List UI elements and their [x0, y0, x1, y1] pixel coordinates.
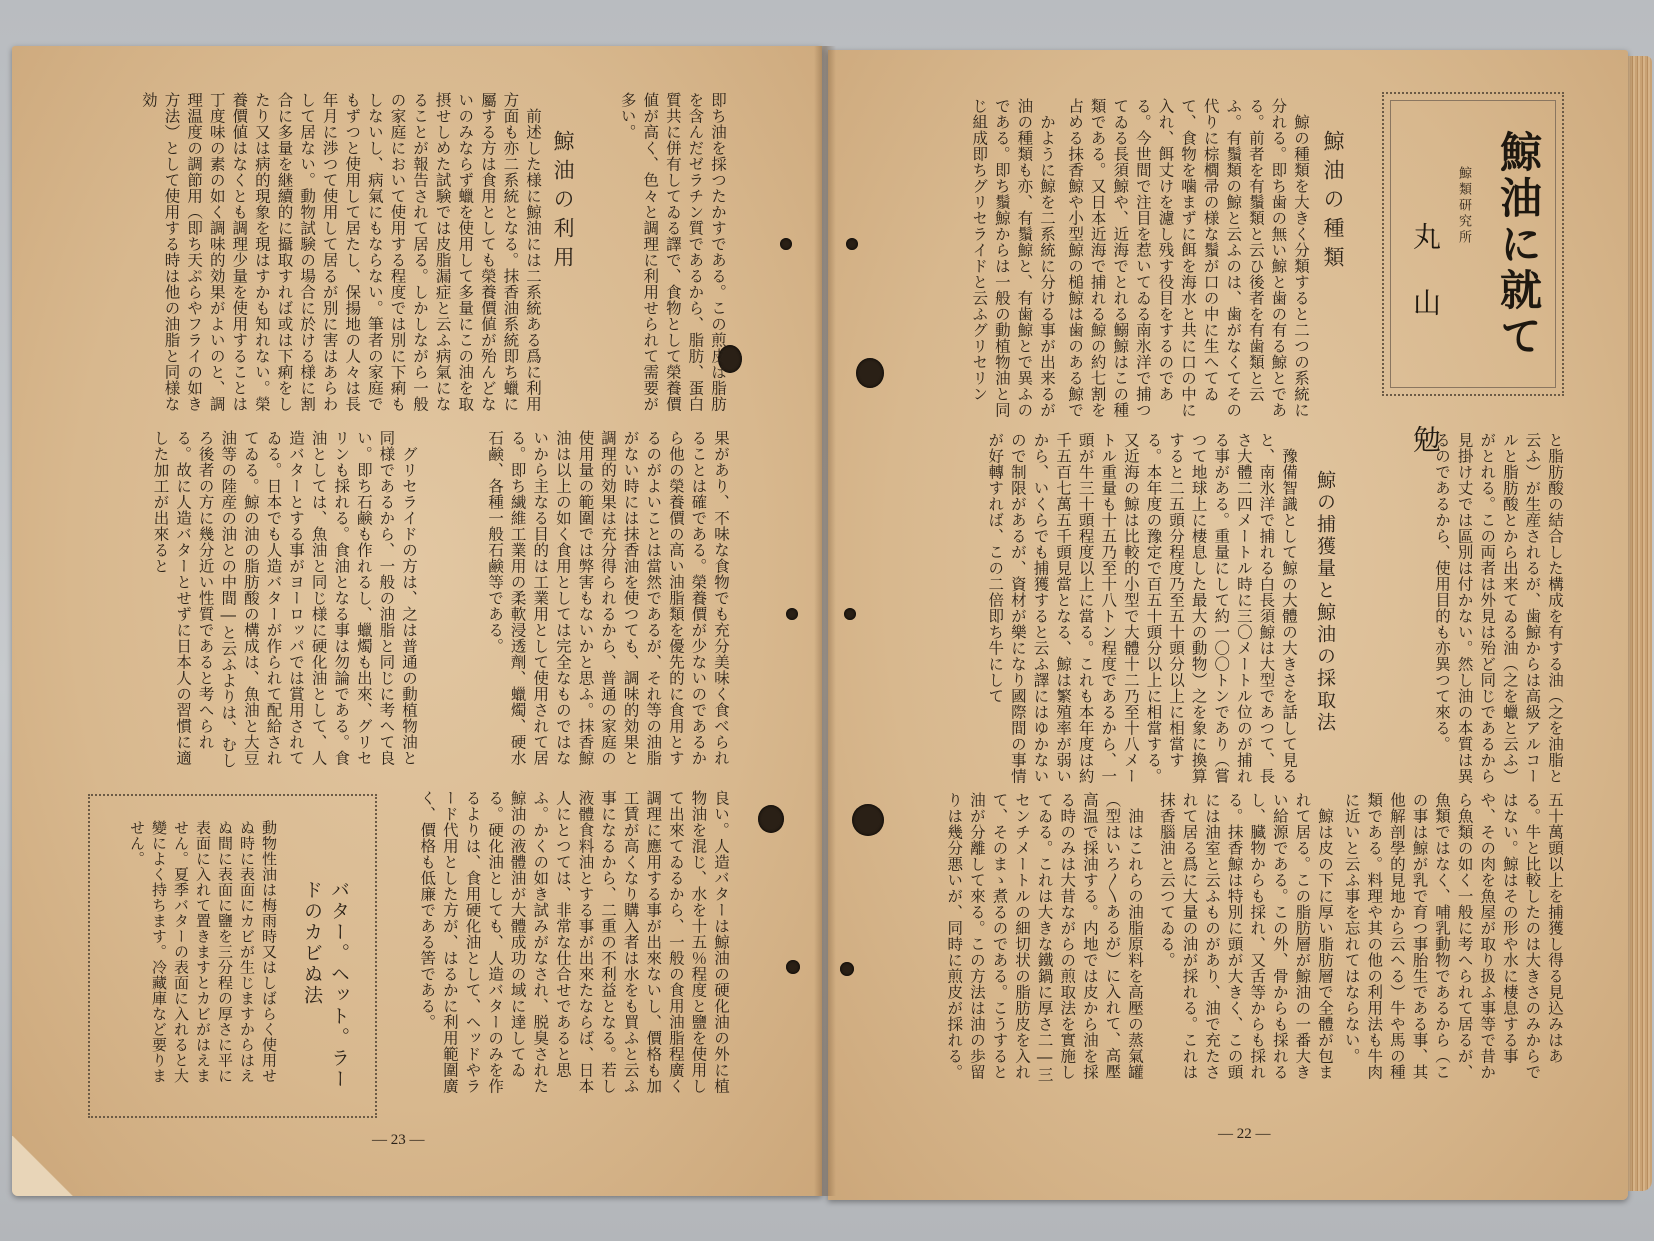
right-text-block-d — [920, 432, 1300, 787]
right-text-block-a — [1060, 98, 1312, 428]
punch-hole — [786, 960, 800, 974]
tip-title: バター。ヘット。ラードのカビぬ法 — [301, 880, 350, 1090]
page-number-left: ― 23 ― — [372, 1132, 425, 1148]
right-text-block-f — [1150, 792, 1336, 1092]
paragraph: 果があり、不味な食物でも充分美味く食べられることは確である。榮養價が少ないのであるから他の榮養價の高い油脂類を優先的に食用とするのがよいことは當然であるが、それ等の油脂がない時には抹香油を使つても、調味的効果と調理的効果は充分得られるから、普通の家庭の使用量の範圍では弊害もないかと思ふ。抹香鯨油は以上の如く食用としては完全なものではないから主なる目的は工業用として使用されて居る。即ち繊維工業用の柔軟浸透劑、蠟燭、硬水石鹸、各種一般石鹸等である。 — [486, 430, 730, 766]
section-heading-whale-oil-types: 鯨油の種類 — [1321, 130, 1345, 275]
paragraph: グリセライドの方は、之は普通の動植物油と同様であるから、一般の油脂と同じに考へて良い。即ち石鹸も作れるし、蠟燭も出來、グリセリンも採れる。食油となる事は勿論である。食油としては、魚油と同じ様に硬化油として、人造バターとする事がヨーロッパでは賞用されてゐる。日本でも人造バターが作られて配給されてゐる。鯨の油の脂肪酸の構成は、魚油と大豆油等の陸産の油との中間―と云ふよりは、むしろ後者の方に幾分近い性質であると考へられる。故に人造バターとせずに日本人の習慣に適した加工が出來ると — [151, 430, 418, 769]
paragraph: 鯨は皮の下に厚い脂肪層で全體が包まれて居る。この脂肪層が鯨油の一番大きい給源である。この外、骨からも採れるし、臓物からも採れ、又舌等からも採れる。抹香鯨は特別に頭が大きく、この頭には油室と云ふものがあり、油で充たされて居る爲に大量の油が採れる。これは抹香腦油と云つてゐる。 — [1157, 792, 1334, 1080]
right-text-block-e — [1340, 792, 1566, 1092]
punch-hole — [846, 238, 858, 250]
section-heading-whale-oil-uses: 鯨油の利用 — [551, 130, 575, 275]
paragraph: 豫備智識として鯨の大體の大きさを話して見ると、南氷洋で捕れる白長須鯨は大型であつて、長さ大體二四メートル時に三〇メートル位のが捕れる事がある。重量にして約一〇〇トンであり（嘗つて地球上に棲息した最大の動物）之を象に換算すると二五頭分程度乃至五十頭分以上に相當する。本年度の豫定で百五十頭分以上に相當する。又近海の鯨は比較的小型で大體十二乃至十八メートル重量も十五乃至十八トン程度であるから、一頭が牛三十頭程度以上に當る。これも本年度は約千五百七萬五千頭見當となる、鯨は繁殖率が弱いから、いくらでも捕獲すると云ふ譯にはゆかないので制限があるが、資材が樂になり國際間の事情が好轉すれば、この二倍即ち牛にして — [986, 432, 1298, 784]
paragraph: 鯨の種類を大きく分類すると二つの系統に分れる。即ち歯の無い鯨と歯の有る鯨とである。前者を有鬚類と云ひ後者を有歯類と云ふ。有鬚類の鯨と云ふのは、歯がなくてその代りに棕櫚帚の様な鬚が口の中に生へてゐて、食物を噛まずに餌を海水と共に口の中に入れ、餌丈けを濾し残す役目をするのである。今世間で注目を惹いてゐる南氷洋で捕つてゐる長須鯨や、近海でとれる鰯鯨はこの種類である。又日本近海で捕れる鯨の約七割を占める抹香鯨や小型鯨の槌鯨は歯のある鯨で — [1066, 98, 1310, 418]
section-heading-catch-and-extraction: 鯨の捕獲量と鯨油の採取法 — [1314, 470, 1336, 734]
paragraph: と脂肪酸の結合した構成を有する油（之を油脂と云ふ）が生産されるが、歯鯨からは高級アルコールと脂肪酸とから出来てゐる油（之を蠟と云ふ）がとれる。この両者は外見は殆ど同じであるから見掛け丈では區別は付かない。然し油の本質は異るのであるから、使用目的も亦異つて來る。 — [1433, 432, 1564, 784]
punch-hole — [852, 804, 884, 836]
punch-hole — [844, 608, 856, 620]
paragraph: 良い。人造バターは鯨油の硬化油の外に植物油を混じ、水を十五％程度と鹽を使用して出來てゐるから、一般の食用油脂程廣く調理に應用する事が出來ないし、價格も加工賃が高くなり購入者は水をも買ふと云ふ事になるから、二重の不利益となる。若し液體食料油とする事が出來たならば、日本人にとつては、非常な仕合せであると思ふ。かくの如き試みがなされ、脱臭された鯨油の液體油が大體成功の域に達してゐる。硬化油としても、人造バターのみを作るよりは、食用硬化油として、ヘッドやラード代用とした方が、はるかに利用範圍廣く、價格も低廉である筈である。 — [418, 790, 730, 1094]
paragraph: 即ち油を採つたかすである。この煎皮は脂肪を含んだゼラチン質であるから、脂肪、蛋白質共に併有してゐる譯で、食物として榮養價値が高く、色々と調理に利用せられて需要が多い。 — [618, 92, 727, 412]
left-text-block-e — [392, 790, 732, 1100]
punch-hole — [780, 238, 792, 250]
paragraph: かように鯨を二系統に分ける事が出来るが油の種類も亦、有鬚鯨と、有歯鯨とで異ふのである。即ち鬚鯨からは一般の動植物油と同じ組成即ちグリセライドと云ふグリセリン — [970, 98, 1056, 418]
page-number-right: ― 22 ― — [1218, 1126, 1271, 1142]
author-organization: 鯨類研究所 — [1456, 166, 1471, 246]
paragraph: 五十萬頭以上を捕獲し得る見込みはある。牛と比較したのは大きさのみからではない。鯨はその形や水に棲息する事や、その肉を魚屋が取り扱ふ事等で昔から魚類の如く一般に考へられて居るが、魚類ではなく、哺乳動物であるから（この事は鯨が乳で育つ事胎生である事、其他解剖學的見地から云へる）牛や馬の種類である。料理や其の他の利用法も牛肉に近いと云ふ事を忘れてはならない。 — [1342, 792, 1564, 1080]
punch-hole — [786, 608, 798, 620]
paragraph: 前述した様に鯨油には二系統ある爲に利用方面も亦二系統となる。抹香油系統即ち蠟に屬する方は食用としても榮養價値が殆んどないのみならず蠟を使用して多量にこの油を取摂せしめた試験では皮脂漏症と云ふ病氣になることが報告されて居る。しかしながら一般の家庭において使用する程度では別に下痢もしないし、病氣にもならない。筆者の家庭でもずつと使用して居たし、保揚地の人々は長年月に渉つて使用して居るが別に害はあらわして居ない。動物試験の場合に於ける様に割合に多量を継續的に攝取すれば或は下痢をしたり又は病的現象を現はすかも知れない。榮養價値はなくとも調理少量を使用することは丁度味の素の如く調味的効果がよいのと、調理温度の調節用（即ち天ぷらやフライの如き方法）として使用する時は他の油脂と同様な効 — [139, 92, 542, 412]
right-text-block-g — [920, 792, 1146, 1092]
right-text-block-c — [1340, 432, 1566, 787]
punch-hole — [840, 962, 854, 976]
paragraph: 油はこれらの油脂原料を高壓の蒸氣罐（型はいろ〳〵あるが）に入れて、高壓高温で採油する。内地では皮から油を採る時のみは大昔ながらの煎取法を實施してゐる。これは大きな鐵鍋に厚さ二―三センチメートルの細切状の脂肪皮を入れて、そのまゝ煮るのである。こうすると油が分離して來る。この方法は油の歩留りは幾分悪いが、同時に煎皮が採れる。 — [945, 792, 1144, 1083]
left-text-block-c — [426, 430, 732, 780]
punch-hole — [758, 805, 784, 833]
author-name: 丸山 勉 — [1409, 222, 1442, 491]
left-text-block-a — [594, 92, 729, 422]
punch-hole — [856, 358, 884, 388]
tip-body: 動物性油は梅雨時又はしばらく使用せぬ時に表面にカビが生じますからはえぬ間に表面に鹽を三分程の厚さに平に表面に入れて置きますとカビがはえません。夏季バターの表面に入れると大變によく持ちます。冷藏庫など要りません。 — [128, 820, 278, 1084]
left-text-block-d — [60, 430, 420, 780]
left-text-block-b — [60, 92, 544, 422]
book-gutter — [814, 46, 836, 1196]
right-text-block-b — [920, 98, 1058, 428]
article-title: 鯨油に就て — [1494, 130, 1543, 360]
